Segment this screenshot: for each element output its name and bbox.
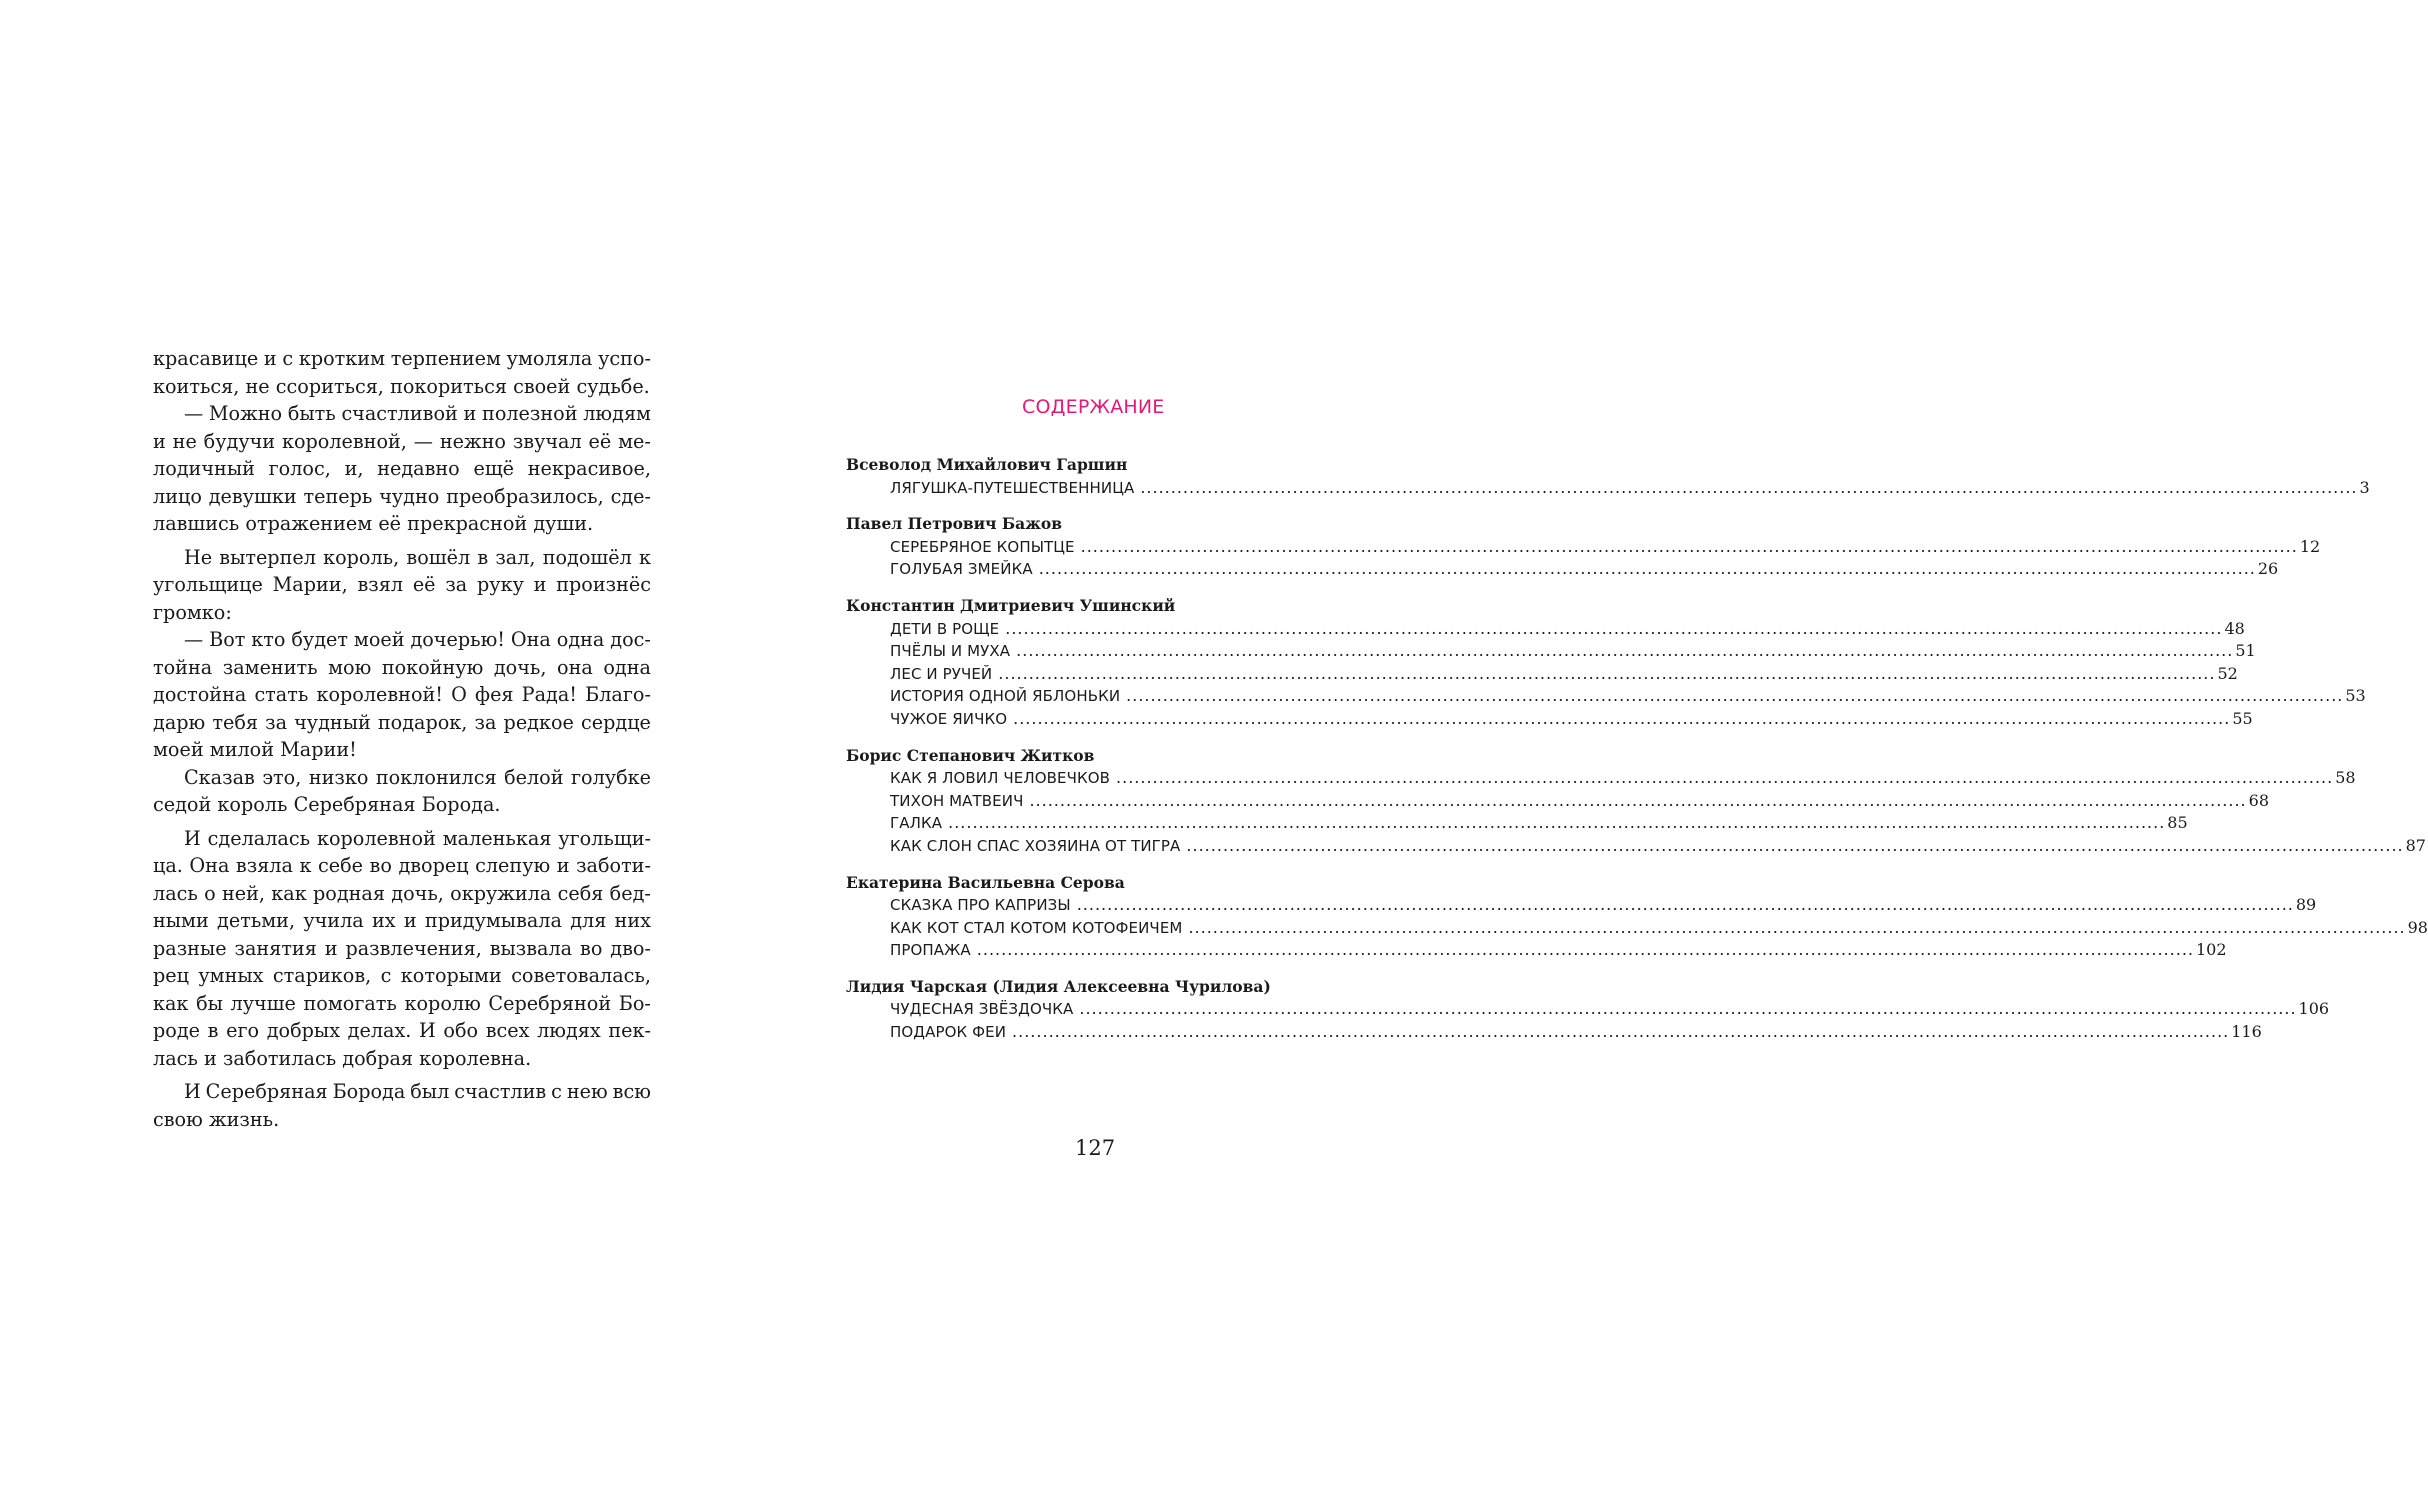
toc-entry-title: КАК Я ЛОВИЛ ЧЕЛОВЕЧКОВ (890, 769, 1111, 788)
word: моей (353, 628, 405, 651)
toc-entry-page: 53 (2345, 686, 2366, 706)
word: обо (443, 1019, 479, 1042)
word: умоляла (506, 347, 593, 370)
toc-entry[interactable] (846, 894, 2317, 917)
toc-entry-page: 12 (2299, 536, 2321, 556)
word: красавице (153, 347, 259, 370)
toc-entry[interactable] (846, 708, 2253, 731)
word: добрых (266, 1019, 341, 1042)
toc-entry-title: ЛЕС И РУЧЕЙ (890, 664, 993, 683)
word: королевна. (419, 1046, 532, 1070)
text-line (153, 455, 651, 483)
toc-heading: СОДЕРЖАНИЕ (1022, 396, 1165, 418)
toc-dot-leader: ........................................................................................................................................................................................................ (976, 940, 2194, 960)
text-line (153, 935, 651, 963)
word: Она (189, 854, 230, 877)
text-line (153, 1106, 651, 1134)
word: мою (328, 655, 372, 679)
word: голубке (571, 765, 651, 789)
word: И (419, 1019, 436, 1042)
word: вызвала (489, 936, 573, 960)
text-line (153, 764, 651, 792)
word: их (371, 909, 396, 932)
word: развлечения, (345, 936, 482, 960)
word: них (614, 909, 651, 932)
word: как (271, 881, 307, 905)
word: поклонился (375, 765, 497, 789)
word: королевной! (316, 683, 444, 706)
word: помогать (303, 991, 397, 1015)
word: добрая (342, 1046, 414, 1070)
text-line (153, 990, 651, 1018)
word: лась (153, 1046, 198, 1070)
word: сде- (610, 484, 651, 508)
text-line (153, 428, 651, 456)
word: девушки (208, 484, 297, 508)
toc-entry[interactable] (846, 939, 2227, 962)
word: занятия (234, 936, 317, 960)
word: милой (209, 738, 275, 761)
word: одна (556, 628, 605, 651)
toc-entry-title: ЧУЖОЕ ЯИЧКО (890, 709, 1008, 728)
word: и (556, 854, 570, 877)
toc-entry[interactable] (846, 790, 2269, 813)
toc-entry-page: 52 (2217, 663, 2238, 683)
word: людям (583, 402, 651, 425)
word: Серебряная (293, 793, 416, 816)
text-line (153, 373, 651, 401)
word: седой (153, 793, 212, 816)
word: быть (287, 402, 336, 425)
toc-entry-title: ГОЛУБАЯ ЗМЕЙКА (890, 560, 1033, 579)
toc-entry-page: 26 (2257, 559, 2279, 579)
word: Сказав (184, 765, 255, 789)
word: фея (475, 683, 514, 706)
word: детьми, (217, 909, 296, 932)
word: её (588, 429, 612, 453)
word: королю (404, 991, 481, 1015)
toc-entry[interactable] (846, 618, 2245, 641)
toc-entry-title: КАК СЛОН СПАС ХОЗЯИНА ОТ ТИГРА (890, 836, 1181, 855)
word: Бо- (618, 991, 651, 1015)
text-line (153, 681, 651, 709)
word: Благо- (585, 683, 651, 706)
word: её (412, 573, 436, 596)
word: недавно (377, 457, 460, 480)
word: и (203, 1046, 217, 1070)
text-line (153, 483, 651, 511)
toc-entry-title: СЕРЕБРЯНОЕ КОПЫТЦЕ (890, 537, 1075, 556)
text-line (153, 852, 651, 880)
toc-entry[interactable] (846, 1021, 2262, 1044)
word: ме- (618, 429, 651, 453)
word: королевной (316, 826, 436, 850)
word: подошёл (542, 545, 632, 569)
word: король, (323, 545, 400, 569)
table-of-contents (846, 454, 2428, 1058)
word: бед- (609, 881, 651, 905)
word: Серебряная (205, 1080, 328, 1103)
word: слепую (475, 854, 551, 877)
word: Марии! (280, 738, 357, 761)
toc-entry[interactable] (846, 767, 2356, 790)
word: в (477, 545, 489, 569)
toc-entry[interactable] (846, 536, 2321, 559)
word: за (474, 710, 497, 734)
word: с (551, 1080, 562, 1103)
word: его (226, 1019, 260, 1042)
word: кто (251, 628, 286, 651)
word: взял (357, 573, 404, 596)
word: низко (308, 765, 369, 789)
word: Борода (332, 1080, 406, 1103)
toc-author: Борис Степанович Житков (846, 745, 1095, 765)
word: дочь, (391, 881, 444, 905)
word: заменить (222, 655, 318, 679)
word: — (413, 429, 433, 453)
toc-section (846, 976, 2330, 1044)
toc-entry-page: 102 (2195, 940, 2227, 960)
toc-entry-title: ИСТОРИЯ ОДНОЙ ЯБЛОНЬКИ (890, 687, 1121, 706)
word: о (204, 881, 216, 905)
word: лодичный (153, 457, 255, 480)
word: И (184, 826, 201, 850)
toc-entry-page: 3 (2359, 477, 2370, 497)
word: и (403, 909, 417, 932)
word: чудный (294, 710, 371, 734)
toc-dot-leader: ........................................................................................................................................................................................................ (948, 813, 2166, 833)
toc-entry[interactable] (846, 663, 2238, 686)
word: в (207, 1019, 219, 1042)
page-number: 127 (1075, 1136, 1116, 1160)
word: жизнь. (208, 1107, 280, 1131)
toc-entry-title: ГАЛКА (890, 814, 943, 833)
word: разные (153, 936, 227, 960)
word: и (263, 347, 277, 370)
word: угольщи- (558, 826, 651, 850)
word: и (463, 402, 477, 425)
text-line (153, 510, 651, 538)
toc-entry-page: 87 (2405, 835, 2426, 855)
text-line (153, 709, 651, 737)
toc-entry[interactable] (846, 998, 2330, 1021)
toc-dot-leader: ........................................................................................................................................................................................................ (1029, 790, 2247, 810)
word: Серебряной (488, 991, 612, 1015)
toc-dot-leader: ........................................................................................................................................................................................................ (1140, 477, 2358, 497)
text-line (153, 1078, 651, 1106)
word: своей (513, 374, 571, 398)
toc-entry-page: 85 (2167, 813, 2188, 833)
word: будучи (203, 429, 276, 453)
word: ссориться, (275, 374, 384, 398)
text-line (153, 544, 651, 572)
word: Не (184, 545, 213, 569)
text-line (153, 345, 651, 373)
word: заботилась (222, 1046, 337, 1070)
word: Борода. (421, 793, 501, 816)
toc-dot-leader: ........................................................................................................................................................................................................ (1186, 835, 2404, 855)
word: король (217, 793, 288, 816)
word: и (533, 573, 547, 596)
word: лавшись (153, 512, 240, 535)
word: О (451, 683, 467, 706)
word: окружила (450, 881, 552, 905)
word: учила (303, 909, 364, 932)
word: полезной (482, 402, 578, 425)
word: сердце (581, 710, 651, 734)
toc-entry[interactable] (846, 477, 2370, 500)
word: ещё (473, 457, 515, 480)
toc-dot-leader: ........................................................................................................................................................................................................ (1013, 708, 2231, 728)
toc-entry-page: 116 (2231, 1022, 2262, 1042)
word: подарок, (377, 710, 468, 734)
word: будет (291, 628, 348, 651)
toc-dot-leader: ........................................................................................................................................................................................................ (1079, 999, 2297, 1019)
word: преобразилось, (446, 484, 604, 508)
word: свою (153, 1107, 203, 1131)
toc-entry-page: 58 (2335, 768, 2356, 788)
word: к (299, 854, 312, 877)
word: себе (318, 854, 364, 877)
word: достойна (153, 683, 247, 706)
word: И (184, 1080, 201, 1103)
word: рец (153, 964, 189, 987)
toc-author: Всеволод Михайлович Гаршин (846, 455, 1128, 474)
word: души. (533, 512, 594, 535)
word: зал, (495, 545, 536, 569)
toc-entry-page: 51 (2235, 641, 2256, 661)
word: — (184, 628, 204, 651)
word: руку (477, 573, 524, 596)
word: дво- (610, 936, 651, 960)
word: прекрасной (407, 512, 528, 535)
word: себя (557, 881, 604, 905)
text-line (153, 654, 651, 682)
toc-entry-page: 89 (2295, 895, 2317, 915)
toc-dot-leader: ........................................................................................................................................................................................................ (1076, 895, 2294, 915)
word: счастлив (454, 1080, 547, 1103)
word: Марии, (272, 573, 348, 596)
word: тебя (212, 710, 258, 734)
word: покориться (390, 374, 507, 398)
word: вошёл (406, 545, 471, 569)
toc-author: Павел Петрович Бажов (846, 514, 1062, 534)
toc-entry-page: 48 (2224, 618, 2245, 638)
word: к (638, 545, 651, 569)
word: не (245, 374, 270, 398)
word: делах. (347, 1019, 412, 1042)
toc-author: Лидия Чарская (Лидия Алексеевна Чурилова) (846, 976, 1271, 996)
word: стариков, (272, 964, 372, 987)
word: чудно (379, 484, 440, 508)
toc-section (846, 454, 2370, 499)
word: лась (153, 881, 198, 905)
word: теперь (303, 484, 373, 508)
word: советовалась, (511, 964, 651, 987)
word: дочерью! (410, 628, 505, 651)
text-line (153, 907, 651, 935)
story-text-column (153, 345, 651, 1133)
word: как (153, 991, 189, 1015)
toc-author: Константин Дмитриевич Ушинский (846, 595, 1176, 615)
toc-entry-title: ПЧЁЛЫ И МУХА (890, 642, 1011, 661)
toc-section (846, 595, 2366, 731)
text-line (153, 599, 651, 627)
word: кротким (298, 347, 385, 370)
word: во (369, 854, 392, 877)
toc-dot-leader: ........................................................................................................................................................................................................ (1038, 559, 2256, 579)
word: моей (153, 738, 204, 761)
toc-entry-page: 98 (2407, 917, 2428, 937)
word: это, (262, 765, 302, 789)
word: стать (254, 683, 309, 706)
word: с (282, 347, 294, 370)
word: придумывала (424, 909, 562, 932)
word: нежно (439, 429, 506, 453)
word: судьбе. (576, 374, 650, 398)
toc-dot-leader: ........................................................................................................................................................................................................ (1080, 536, 2298, 556)
text-line (153, 571, 651, 599)
toc-dot-leader: ........................................................................................................................................................................................................ (1016, 641, 2234, 661)
word: ными (153, 909, 209, 932)
word: дос- (610, 628, 651, 651)
word: счастливой (341, 402, 458, 425)
word: ней, (221, 881, 265, 905)
toc-entry-title: ЛЯГУШКА-ПУТЕШЕСТВЕННИЦА (890, 478, 1135, 497)
word: всех (485, 1019, 530, 1042)
toc-dot-leader: ........................................................................................................................................................................................................ (1116, 768, 2334, 788)
word: умных (198, 964, 264, 987)
word: вытерпел (219, 545, 316, 569)
word: роде (153, 1019, 201, 1042)
word: Вот (209, 628, 246, 651)
toc-entry-page: 68 (2248, 790, 2269, 810)
toc-dot-leader: ........................................................................................................................................................................................................ (1126, 686, 2344, 706)
toc-entry-page: 55 (2232, 708, 2253, 728)
toc-section (846, 872, 2428, 962)
word: терпением (390, 347, 501, 370)
word: дворец (398, 854, 469, 877)
word: которыми (400, 964, 502, 987)
toc-entry-title: ЧУДЕСНАЯ ЗВЁЗДОЧКА (890, 1000, 1074, 1019)
text-line (153, 962, 651, 990)
text-line (153, 791, 651, 819)
toc-dot-leader: ........................................................................................................................................................................................................ (998, 663, 2216, 683)
toc-entry-title: КАК КОТ СТАЛ КОТОМ КОТОФЕИЧЕМ (890, 918, 1183, 937)
toc-entry-title: ПОДАРОК ФЕИ (890, 1023, 1007, 1042)
word: за (445, 573, 468, 596)
word: дочь, (493, 655, 547, 679)
toc-entry-title: СКАЗКА ПРО КАПРИЗЫ (890, 896, 1071, 915)
word: бы (196, 991, 223, 1015)
word: отражением (245, 512, 373, 535)
toc-entry-title: ПРОПАЖА (890, 941, 971, 960)
word: пек- (608, 1019, 651, 1042)
toc-entry-page: 106 (2298, 999, 2330, 1019)
word: одна (603, 655, 651, 679)
text-line (153, 1045, 651, 1073)
toc-author: Екатерина Васильевна Серова (846, 872, 1125, 892)
word: лицо (153, 484, 202, 508)
word: голос, (268, 457, 331, 480)
word: во (580, 936, 603, 960)
word: нею (566, 1080, 608, 1103)
word: людях (537, 1019, 601, 1042)
word: королевной, (281, 429, 407, 453)
word: и (153, 429, 166, 453)
word: и, (344, 457, 364, 480)
text-line (153, 825, 651, 853)
word: белой (504, 765, 564, 789)
word: покойную (381, 655, 484, 679)
toc-dot-leader: ........................................................................................................................................................................................................ (1188, 917, 2406, 937)
word: некрасивое, (527, 457, 651, 480)
word: с (380, 964, 392, 987)
word: для (570, 909, 607, 932)
toc-entry[interactable] (846, 917, 2428, 940)
word: заботи- (576, 854, 651, 877)
toc-section (846, 745, 2426, 858)
word: угольщице (153, 573, 263, 596)
word: лучше (230, 991, 296, 1015)
word: был (410, 1080, 450, 1103)
toc-dot-leader: ........................................................................................................................................................................................................ (1012, 1022, 2230, 1042)
toc-entry[interactable] (846, 558, 2279, 581)
toc-section (846, 513, 2321, 581)
toc-entry[interactable] (846, 640, 2256, 663)
word: сделалась (207, 826, 311, 850)
toc-entry[interactable] (846, 812, 2188, 835)
word: не (172, 429, 197, 453)
text-line (153, 626, 651, 654)
word: дарю (153, 710, 206, 734)
word: громко: (153, 600, 232, 624)
word: всю (612, 1080, 651, 1103)
word: родная (313, 881, 385, 905)
word: тойна (153, 655, 213, 679)
word: произнёс (556, 573, 651, 596)
word: редкое (503, 710, 574, 734)
toc-dot-leader: ........................................................................................................................................................................................................ (1005, 618, 2223, 638)
text-line (153, 736, 651, 764)
word: взяла (235, 854, 293, 877)
word: успо- (598, 347, 651, 370)
text-line (153, 400, 651, 428)
word: Рада! (521, 683, 577, 706)
word: её (378, 512, 402, 535)
toc-entry[interactable] (846, 685, 2366, 708)
toc-entry[interactable] (846, 835, 2426, 858)
toc-entry-title: ТИХОН МАТВЕИЧ (890, 791, 1024, 810)
word: звучал (512, 429, 582, 453)
word: коиться, (153, 374, 240, 398)
word: — (184, 402, 204, 425)
text-line (153, 1017, 651, 1045)
word: Она (510, 628, 551, 651)
text-line (153, 880, 651, 908)
toc-entry-title: ДЕТИ В РОЩЕ (890, 619, 1000, 638)
word: и (324, 936, 338, 960)
word: она (557, 655, 593, 679)
word: Можно (208, 402, 283, 425)
word: ца. (153, 854, 183, 877)
word: маленькая (442, 826, 552, 850)
word: за (265, 710, 288, 734)
